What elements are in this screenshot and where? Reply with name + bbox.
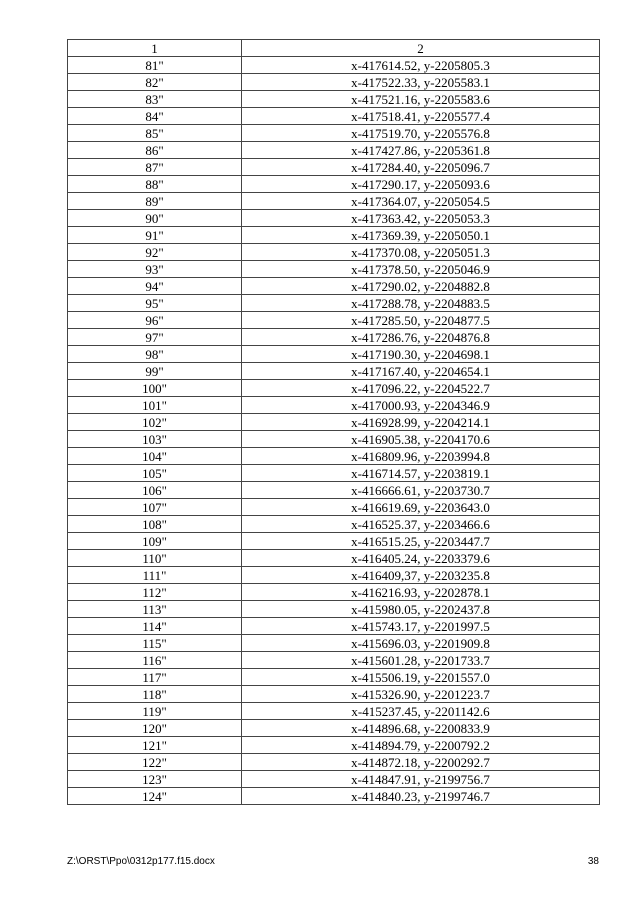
table-row (68, 414, 600, 431)
coordinates-cell: x-414894.79, y-2200792.2 (242, 737, 600, 754)
table-row (68, 397, 600, 414)
point-number-cell: 98" (68, 346, 242, 363)
coordinates-cell: x-415696.03, y-2201909.8 (242, 635, 600, 652)
coordinates-cell: x-414896.68, y-2200833.9 (242, 720, 600, 737)
point-number-cell: 93" (68, 261, 242, 278)
coordinates-cell: x-414847.91, y-2199756.7 (242, 771, 600, 788)
table-row (68, 346, 600, 363)
coordinates-table (67, 39, 600, 805)
point-number-cell: 121" (68, 737, 242, 754)
point-number-cell: 109" (68, 533, 242, 550)
coordinates-cell: x-416928.99, y-2204214.1 (242, 414, 600, 431)
coordinates-cell: x-416905.38, y-2204170.6 (242, 431, 600, 448)
point-number-cell: 119" (68, 703, 242, 720)
point-number-cell: 116" (68, 652, 242, 669)
coordinates-cell: x-417370.08, y-2205051.3 (242, 244, 600, 261)
point-number-cell: 111" (68, 567, 242, 584)
column-header-point: 1 (68, 40, 242, 57)
point-number-cell: 84" (68, 108, 242, 125)
table-row (68, 788, 600, 805)
table-row (68, 499, 600, 516)
point-number-cell: 100" (68, 380, 242, 397)
coordinates-cell: x-416515.25, y-2203447.7 (242, 533, 600, 550)
table-row (68, 312, 600, 329)
coordinates-cell: x-417096.22, y-2204522.7 (242, 380, 600, 397)
coordinates-cell: x-416405.24, y-2203379.6 (242, 550, 600, 567)
table-row (68, 533, 600, 550)
point-number-cell: 106" (68, 482, 242, 499)
table-row (68, 584, 600, 601)
table-row (68, 74, 600, 91)
table-body (68, 57, 600, 805)
coordinates-cell: x-416666.61, y-2203730.7 (242, 482, 600, 499)
table-row (68, 91, 600, 108)
table-row (68, 601, 600, 618)
point-number-cell: 86" (68, 142, 242, 159)
table-row (68, 465, 600, 482)
table-row (68, 448, 600, 465)
table-row (68, 176, 600, 193)
table-row (68, 482, 600, 499)
table-row (68, 686, 600, 703)
point-number-cell: 92" (68, 244, 242, 261)
table-row (68, 771, 600, 788)
table-row (68, 669, 600, 686)
table-header-row (68, 40, 600, 57)
footer-file-path: Z:\ORST\Ppo\0312p177.f15.docx (67, 856, 215, 867)
coordinates-cell: x-416619.69, y-2203643.0 (242, 499, 600, 516)
point-number-cell: 112" (68, 584, 242, 601)
point-number-cell: 94" (68, 278, 242, 295)
point-number-cell: 117" (68, 669, 242, 686)
point-number-cell: 88" (68, 176, 242, 193)
coordinates-cell: x-416714.57, y-2203819.1 (242, 465, 600, 482)
table-row (68, 618, 600, 635)
point-number-cell: 103" (68, 431, 242, 448)
point-number-cell: 105" (68, 465, 242, 482)
coordinates-cell: x-415506.19, y-2201557.0 (242, 669, 600, 686)
coordinates-cell: x-414840.23, y-2199746.7 (242, 788, 600, 805)
point-number-cell: 90" (68, 210, 242, 227)
table-row (68, 720, 600, 737)
coordinates-cell: x-414872.18, y-2200292.7 (242, 754, 600, 771)
table-row (68, 550, 600, 567)
table-row (68, 142, 600, 159)
coordinates-cell: x-417369.39, y-2205050.1 (242, 227, 600, 244)
coordinates-cell: x-417427.86, y-2205361.8 (242, 142, 600, 159)
point-number-cell: 95" (68, 295, 242, 312)
table-row (68, 431, 600, 448)
point-number-cell: 97" (68, 329, 242, 346)
point-number-cell: 122" (68, 754, 242, 771)
table-row (68, 193, 600, 210)
table-row (68, 754, 600, 771)
point-number-cell: 108" (68, 516, 242, 533)
table-row (68, 567, 600, 584)
coordinates-cell: x-416409,37, y-2203235.8 (242, 567, 600, 584)
coordinates-cell: x-417521.16, y-2205583.6 (242, 91, 600, 108)
point-number-cell: 81" (68, 57, 242, 74)
point-number-cell: 82" (68, 74, 242, 91)
point-number-cell: 87" (68, 159, 242, 176)
table-row (68, 363, 600, 380)
point-number-cell: 91" (68, 227, 242, 244)
table-row (68, 108, 600, 125)
point-number-cell: 104" (68, 448, 242, 465)
coordinates-cell: x-416216.93, y-2202878.1 (242, 584, 600, 601)
table-row (68, 329, 600, 346)
table-row (68, 737, 600, 754)
coordinates-cell: x-417290.17, y-2205093.6 (242, 176, 600, 193)
point-number-cell: 102" (68, 414, 242, 431)
point-number-cell: 123" (68, 771, 242, 788)
coordinates-cell: x-417363.42, y-2205053.3 (242, 210, 600, 227)
coordinates-cell: x-417519.70, y-2205576.8 (242, 125, 600, 142)
footer-page-number: 38 (587, 856, 599, 867)
coordinates-cell: x-417167.40, y-2204654.1 (242, 363, 600, 380)
coordinates-cell: x-415743.17, y-2201997.5 (242, 618, 600, 635)
coordinates-cell: x-417518.41, y-2205577.4 (242, 108, 600, 125)
coordinates-cell: x-417284.40, y-2205096.7 (242, 159, 600, 176)
table-row (68, 57, 600, 74)
coordinates-cell: x-415980.05, y-2202437.8 (242, 601, 600, 618)
point-number-cell: 99" (68, 363, 242, 380)
coordinates-cell: x-417290.02, y-2204882.8 (242, 278, 600, 295)
table-row (68, 125, 600, 142)
coordinates-cell: x-417378.50, y-2205046.9 (242, 261, 600, 278)
table-row (68, 703, 600, 720)
table-row (68, 210, 600, 227)
point-number-cell: 124" (68, 788, 242, 805)
point-number-cell: 101" (68, 397, 242, 414)
point-number-cell: 83" (68, 91, 242, 108)
point-number-cell: 107" (68, 499, 242, 516)
coordinates-cell: x-417288.78, y-2204883.5 (242, 295, 600, 312)
coordinates-cell: x-417364.07, y-2205054.5 (242, 193, 600, 210)
coordinates-cell: x-417522.33, y-2205583.1 (242, 74, 600, 91)
point-number-cell: 110" (68, 550, 242, 567)
coordinates-cell: x-416809.96, y-2203994.8 (242, 448, 600, 465)
point-number-cell: 120" (68, 720, 242, 737)
coordinates-cell: x-415601.28, y-2201733.7 (242, 652, 600, 669)
table-row (68, 278, 600, 295)
table-row (68, 159, 600, 176)
coordinates-cell: x-415326.90, y-2201223.7 (242, 686, 600, 703)
coordinates-cell: x-417000.93, y-2204346.9 (242, 397, 600, 414)
table-row (68, 295, 600, 312)
column-header-coordinates: 2 (242, 40, 600, 57)
table-row (68, 244, 600, 261)
coordinates-cell: x-415237.45, y-2201142.6 (242, 703, 600, 720)
coordinates-cell: x-417286.76, y-2204876.8 (242, 329, 600, 346)
table-row (68, 516, 600, 533)
coordinates-cell: x-417614.52, y-2205805.3 (242, 57, 600, 74)
table-row (68, 652, 600, 669)
coordinates-cell: x-417190.30, y-2204698.1 (242, 346, 600, 363)
page-footer (67, 855, 599, 869)
point-number-cell: 89" (68, 193, 242, 210)
table-row (68, 635, 600, 652)
point-number-cell: 114" (68, 618, 242, 635)
table-row (68, 261, 600, 278)
coordinates-cell: x-417285.50, y-2204877.5 (242, 312, 600, 329)
point-number-cell: 96" (68, 312, 242, 329)
coordinates-cell: x-416525.37, y-2203466.6 (242, 516, 600, 533)
table-row (68, 227, 600, 244)
point-number-cell: 115" (68, 635, 242, 652)
point-number-cell: 118" (68, 686, 242, 703)
point-number-cell: 113" (68, 601, 242, 618)
point-number-cell: 85" (68, 125, 242, 142)
table-row (68, 380, 600, 397)
